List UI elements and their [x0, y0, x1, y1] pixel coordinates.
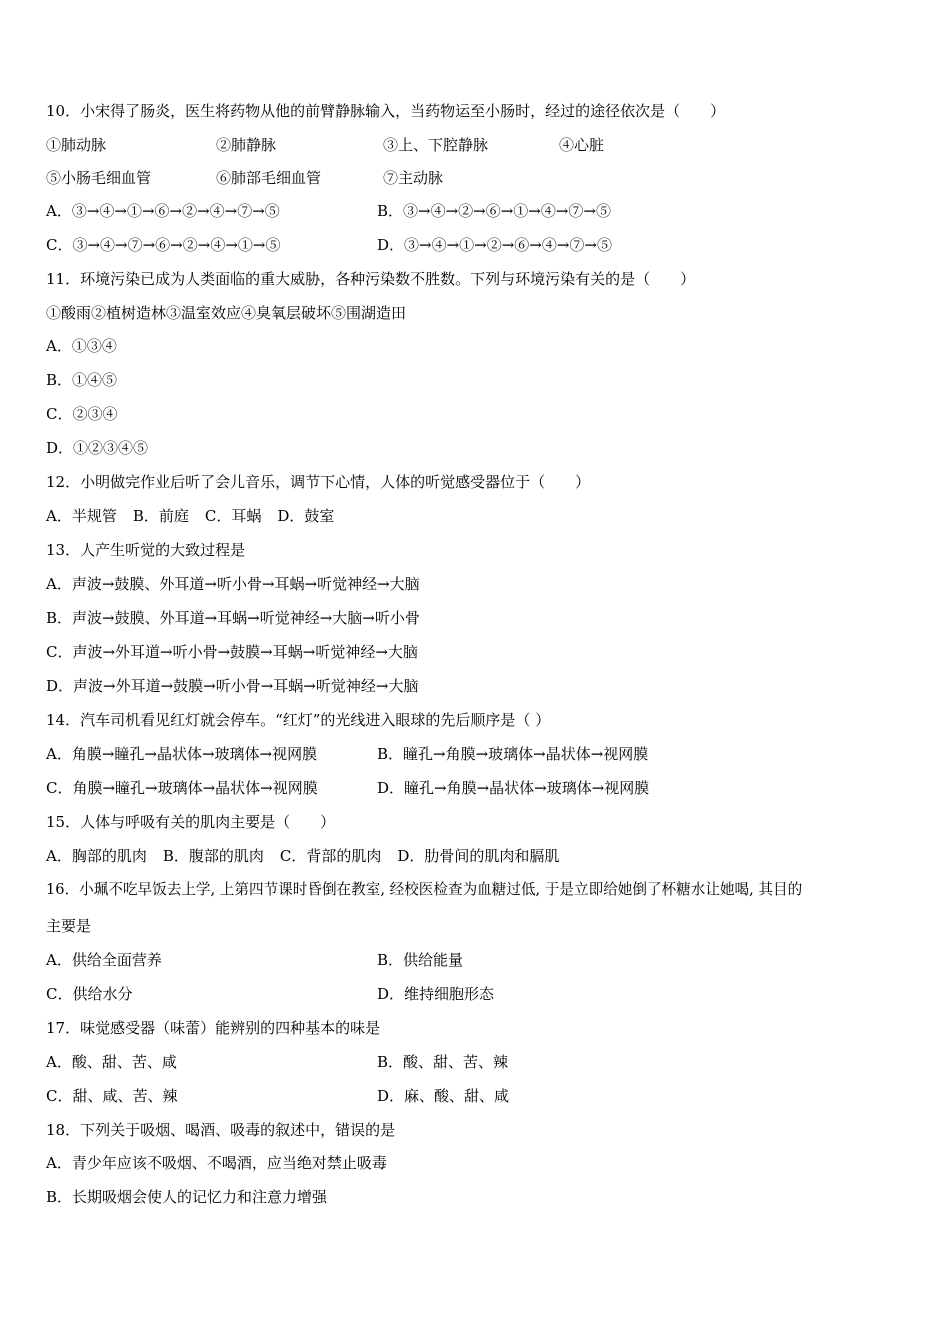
q14-options-ab	[46, 742, 910, 766]
q10-options-ab	[46, 199, 910, 223]
q14-option-d: D．瞳孔→角膜→晶状体→玻璃体→视网膜	[377, 779, 650, 797]
q10-option-a: A．③→④→①→⑥→②→④→⑦→⑤	[46, 202, 280, 220]
q12-stem: 12．小明做完作业后听了会儿音乐，调节下心情，人体的听觉感受器位于（ ）	[46, 473, 591, 491]
q17-options-ab	[46, 1050, 910, 1074]
q16-options-cd	[46, 982, 910, 1006]
q12-option-a: A．半规管	[46, 507, 117, 525]
q13-option-d: D．声波→外耳道→鼓膜→听小骨→耳蜗→听觉神经→大脑	[46, 677, 419, 695]
q11-option-a: A．①③④	[46, 337, 117, 355]
q17-option-c: C．甜、咸、苦、辣	[46, 1087, 178, 1105]
q16-options-ab	[46, 948, 910, 972]
q14-options-cd	[46, 776, 910, 800]
q16-stem-line1: 16．小珮不吃早饭去上学, 上第四节课时昏倒在教室, 经校医检查为血糖过低, 于是立即给她倒了杯糖水让她喝, 其目的	[46, 881, 803, 898]
q16-option-d: D．维持细胞形态	[377, 985, 495, 1003]
q13-option-b: B．声波→鼓膜、外耳道→耳蜗→听觉神经→大脑→听小骨	[46, 609, 420, 627]
q11-option-b: B．①④⑤	[46, 371, 118, 389]
q17-option-a: A．酸、甜、苦、咸	[46, 1053, 177, 1071]
q10-options-cd	[46, 233, 910, 257]
q15-option-b: B．腹部的肌肉	[162, 847, 264, 865]
q16-stem-line2: 主要是	[46, 917, 92, 935]
q16-option-a: A．供给全面营养	[46, 951, 162, 969]
q16-option-b: B．供给能量	[377, 951, 464, 969]
q14-option-c: C．角膜→瞳孔→玻璃体→晶状体→视网膜	[46, 779, 318, 797]
q10-item-1: ①肺动脉	[46, 136, 107, 154]
q10-stem	[46, 99, 910, 123]
q10-option-d: D．③→④→①→②→⑥→④→⑦→⑤	[377, 236, 613, 254]
q13-stem: 13．人产生听觉的大致过程是	[46, 541, 246, 559]
q12-options	[46, 504, 910, 528]
q10-item-4: ④心脏	[559, 136, 605, 154]
q10-item-5: ⑤小肠毛细血管	[46, 169, 152, 187]
q18-stem: 18．下列关于吸烟、喝酒、吸毒的叙述中，错误的是	[46, 1121, 396, 1139]
q14-option-b: B．瞳孔→角膜→玻璃体→晶状体→视网膜	[377, 745, 649, 763]
q10-option-b: B．③→④→②→⑥→①→④→⑦→⑤	[377, 202, 612, 220]
q11-option-c: C．②③④	[46, 405, 118, 423]
q12-option-d: D．鼓室	[277, 507, 335, 525]
q17-option-d: D．麻、酸、甜、咸	[377, 1087, 510, 1105]
q10-item-6: ⑥肺部毛细血管	[216, 169, 322, 187]
q15-option-a: A．胸部的肌肉	[46, 847, 147, 865]
q10-items-row2	[46, 166, 910, 190]
q10-items-row1	[46, 133, 910, 157]
q10-item-7: ⑦主动脉	[383, 169, 444, 187]
q17-options-cd	[46, 1084, 910, 1108]
q15-stem: 15．人体与呼吸有关的肌肉主要是（ ）	[46, 813, 336, 831]
q15-option-d: D．肋骨间的肌肉和膈肌	[397, 847, 560, 865]
q11-option-d: D．①②③④⑤	[46, 439, 149, 457]
q12-option-c: C．耳蜗	[204, 507, 262, 525]
q18-option-a: A．青少年应该不吸烟、不喝酒，应当绝对禁止吸毒	[46, 1154, 387, 1172]
q14-option-a: A．角膜→瞳孔→晶状体→玻璃体→视网膜	[46, 745, 318, 763]
q16-option-c: C．供给水分	[46, 985, 133, 1003]
q13-option-c: C．声波→外耳道→听小骨→鼓膜→耳蜗→听觉神经→大脑	[46, 643, 418, 661]
q10-stem-text: 10．小宋得了肠炎，医生将药物从他的前臂静脉输入，当药物运至小肠时，经过的途径依次是（ ）	[46, 102, 726, 120]
q17-option-b: B．酸、甜、苦、辣	[377, 1053, 509, 1071]
q13-option-a: A．声波→鼓膜、外耳道→听小骨→耳蜗→听觉神经→大脑	[46, 575, 420, 593]
q15-options	[46, 844, 910, 868]
q10-option-c: C．③→④→⑦→⑥→②→④→①→⑤	[46, 236, 281, 254]
q10-item-2: ②肺静脉	[216, 136, 277, 154]
q14-stem: 14．汽车司机看见红灯就会停车。“红灯”的光线进入眼球的先后顺序是（ ）	[46, 711, 551, 729]
q15-option-c: C．背部的肌肉	[279, 847, 382, 865]
q12-option-b: B．前庭	[132, 507, 189, 525]
q10-item-3: ③上、下腔静脉	[383, 136, 489, 154]
q18-option-b: B．长期吸烟会使人的记忆力和注意力增强	[46, 1188, 328, 1206]
q11-items: ①酸雨②植树造林③温室效应④臭氧层破坏⑤围湖造田	[46, 304, 407, 322]
q11-stem: 11．环境污染已成为人类面临的重大威胁，各种污染数不胜数。下列与环境污染有关的是（ ）	[46, 270, 696, 288]
q17-stem: 17．味觉感受器（味蕾）能辨别的四种基本的味是	[46, 1019, 381, 1037]
